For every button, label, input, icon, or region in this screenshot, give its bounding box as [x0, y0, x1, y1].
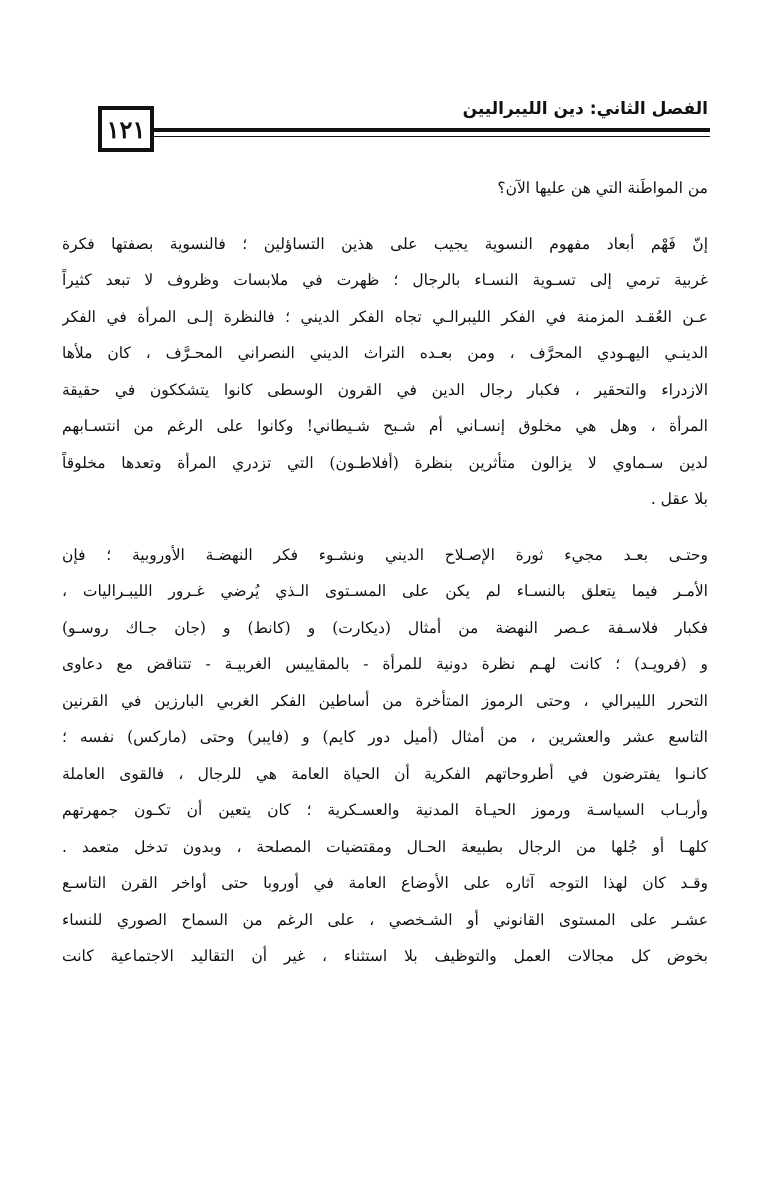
chapter-title: الفصل الثاني: دين الليبراليين [462, 99, 708, 119]
text-line: بلا عقل . [650, 490, 708, 508]
text-line: من المواطَنة التي هن عليها الآن؟ [497, 179, 708, 197]
text-line: التحرر الليبرالي ، وحتى الرموز المتأخرة من أساطين الفكر الغربي البارزين في القرنين [62, 691, 708, 710]
text-line: كانـوا يفترضون في أطروحاتهم الفكرية أن الحياة العامة هي للرجال ، فالقوى العاملة [62, 764, 708, 783]
text-line: غربية ترمي إلى تسـوية النسـاء بالرجال ؛ ظهرت في ملابسات وظروف لا تبعد كثيراً [62, 271, 708, 289]
paragraph-3 [62, 537, 708, 975]
text-line: وحتـى بعـد مجيء ثورة الإصـلاح الديني ونشـوء فكر النهضـة الأوروبية ؛ فإن [62, 545, 708, 564]
text-line: وقـد كان لهذا التوجه آثاره على الأوضاع العامة في أوروبا حتى أواخر القرن التاسـع [62, 874, 708, 892]
text-line: التاسع عشر والعشرين ، من أمثال (أميل دور كايم) و (فايبر) وحتى (ماركس) نفسه ؛ [62, 728, 708, 746]
text-line: الدينـي اليهـودي المحرَّف ، ومن بعـده التراث الديني النصراني المحـرَّف ، كان ملأها [62, 344, 708, 362]
text-line: عشـر على المستوى القانوني أو الشـخصي ، على الرغم من السماح الصوري للنساء [62, 910, 708, 929]
paragraph-1 [62, 170, 708, 207]
text-line: المرأة ، وهل هي مخلوق إنسـاني أم شـبح شـيطاني! وكانوا على الرغم من انتسـابهم [62, 417, 708, 435]
text-line: كلهـا أو جُلها من الرجال بطبيعة الحـال ومقتضيات المصلحة ، وبدون تدخل متعمد . [62, 837, 708, 856]
paragraph-gap [62, 207, 708, 226]
header-rule-thin [150, 136, 710, 137]
paragraph-gap [62, 518, 708, 537]
text-line: إنّ فَهْم أبعاد مفهوم النسوية يجيب على هذين التساؤلين ؛ فالنسوية بصفتها فكرة [62, 234, 708, 253]
text-line: بخوض كل مجالات العمل والتوظيف بلا استثناء ، غير أن التقاليد الاجتماعية كانت [62, 947, 708, 965]
text-line: لدين سـماوي لا يزالون متأثرين بنظرة (أفلاطـون) التي تزدري المرأة وتعدها مخلوقاً [62, 453, 708, 472]
paragraph-2 [62, 226, 708, 518]
text-line: عـن العُقـد المزمنة في الفكر الليبرالـي تجاه الفكر الديني ؛ فالنظرة إلـى المرأة في الفكر [62, 307, 708, 326]
text-line: وأربـاب السياسـة ورموز الحيـاة المدنية والعسـكرية ؛ كان يتعين أن تكـون جمهرتهم [62, 801, 708, 819]
text-line: و (فرويـد) ؛ كانت لهـم نظرة دونية للمرأة - بالمقاييس الغربيـة - تتناقض مع دعاوى [62, 655, 708, 673]
page-number: ١٢١ [98, 106, 154, 152]
text-line: فكبار فلاسـفة عـصر النهضة من أمثال (ديكارت) و (كانط) و (جان جـاك روسـو) [62, 618, 708, 637]
text-line: الأمـر فيما يتعلق بالنسـاء لم يكن على المسـتوى الـذي يُرضي غـرور الليبـراليات ، [62, 582, 708, 600]
text-line: الازدراء والتحقير ، فكبار رجال الدين في القرون الوسطى كانوا يتشككون في حقيقة [62, 380, 708, 399]
header-rule [150, 128, 710, 132]
body-text [62, 170, 708, 975]
